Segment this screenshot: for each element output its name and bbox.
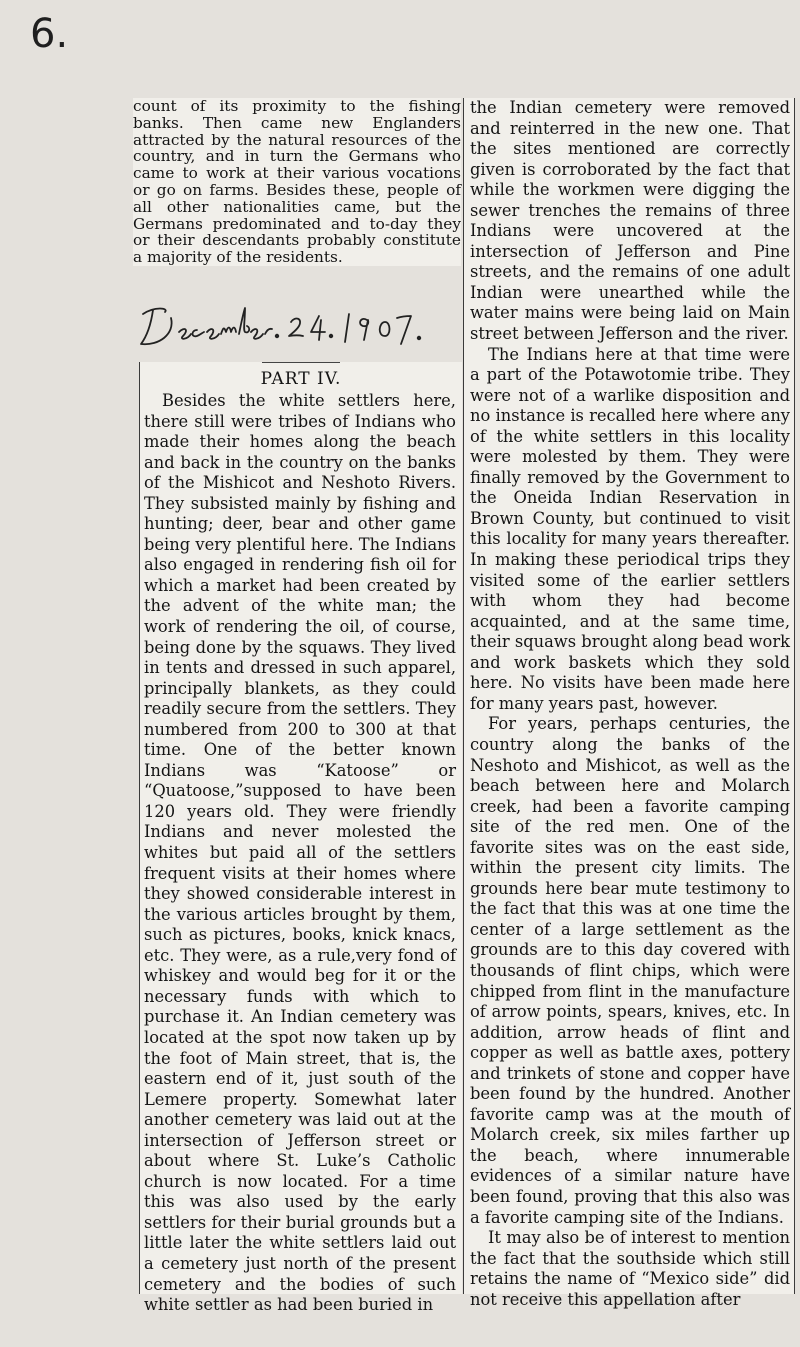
left-main-paragraph: Besides the white settlers here, there still were tribes of Indians who made their homes along the beach and back in the country on the banks of the Mishicot and Neshoto Rivers. They subsisted mainly by fishing and hunting; deer, bear and other game being very plentiful here. The Indians also engaged in rendering fish oil for which a market had been created by the advent of the white man; the work of rendering the oil, of course, being done by the squaws. They lived in tents and dressed in such apparel, principally blankets, as they could readily secure from the settlers. They numbered from 200 to 300 at that time. One of the better known Indians was “Katoose” or “Quatoose,”supposed to have been 120 years old. They were friendly Indians and never molested the whites but paid all of the settlers frequent visits at their homes where they showed considerable interest in the various articles brought by them, such as pictures, books, knick knacs, etc. They were, as a rule,very fond of whiskey and would beg for it or the necessary funds with which to purchase it. An Indian cemetery was located at the spot now taken up by the foot of Main street, that is, the eastern end of it, just south of the Lemere property. Somewhat later another cemetery was laid out at the intersection of Jefferson street or about where St. Luke’s Catholic church is now located. For a time this was also used by the early settlers for their burial grounds but a little later the white settlers laid out a cemetery just north of the present cemetery and the bodies of such white settler as had been buried in bbox=[144, 391, 456, 1315]
right-paragraph-4: It may also be of interest to mention the fact that the southside which still retains the name of “Mexico side” did not receive this appellation after bbox=[470, 1228, 790, 1309]
clipping-right bbox=[463, 98, 795, 1309]
left-top-paragraph: count of its proximity to the fishing banks. Then came new Englanders attracted by the natural resources of the country, and in turn the Germans who came to work at their various vocations or go on farms. Besides these, people of all other nationalities came, but the Germans predominated and to-day they or their descendants probably constitute a majority of the residents. bbox=[133, 97, 461, 267]
handwritten-date bbox=[135, 296, 455, 354]
part-divider bbox=[262, 362, 340, 363]
clipping-left-top bbox=[133, 98, 461, 266]
right-paragraph-1: the Indian cemetery were removed and reinterred in the new one. That the sites mentioned are correctly given is corroborated by the fact that while the workmen were digging the sewer trenches the remains of three Indians were uncovered at the intersection of Jefferson and Pine streets, and the remains of one adult Indian were unearthed while the water mains were being laid on Main street between Jefferson and the river. bbox=[470, 98, 790, 344]
clipping-left-main bbox=[139, 362, 462, 1315]
handwritten-date-signature bbox=[135, 296, 455, 354]
page-number: 6. bbox=[30, 11, 69, 57]
part-heading: PART IV. bbox=[260, 369, 342, 389]
right-paragraph-2: The Indians here at that time were a part of the Potawotomie tribe. They were not of a warlike disposition and no instance is recalled here where any of the white settlers in this locality were molested by them. They were finally removed by the Government to the Oneida Indian Reservation in Brown County, but continued to visit this locality for many years thereafter. In making these periodical trips they visited some of the earlier settlers with whom they had become acquainted, and at the same time, their squaws brought along bead work and work baskets which they sold here. No visits have been made here for many years past, however. bbox=[470, 344, 790, 713]
right-paragraph-3: For years, perhaps centuries, the country along the banks of the Neshoto and Mishicot, as well as the beach between here and Molarch creek, had been a favorite camping site of the red men. One of the favorite sites was on the east side, within the present city limits. The grounds here bear mute testimony to the fact that this was at one time the center of a large settlement as the grounds are to this day covered with thousands of flint chips, which were chipped from flint in the manufacture of arrow points, spears, knives, etc. In addition, arrow heads of flint and copper as well as battle axes, pottery and trinkets of stone and copper have been found by the hundred. Another favorite camp was at the mouth of Molarch creek, six miles farther up the beach, where innumerable evidences of a similar nature have been found, proving that this also was a favorite camping site of the Indians. bbox=[470, 714, 790, 1227]
